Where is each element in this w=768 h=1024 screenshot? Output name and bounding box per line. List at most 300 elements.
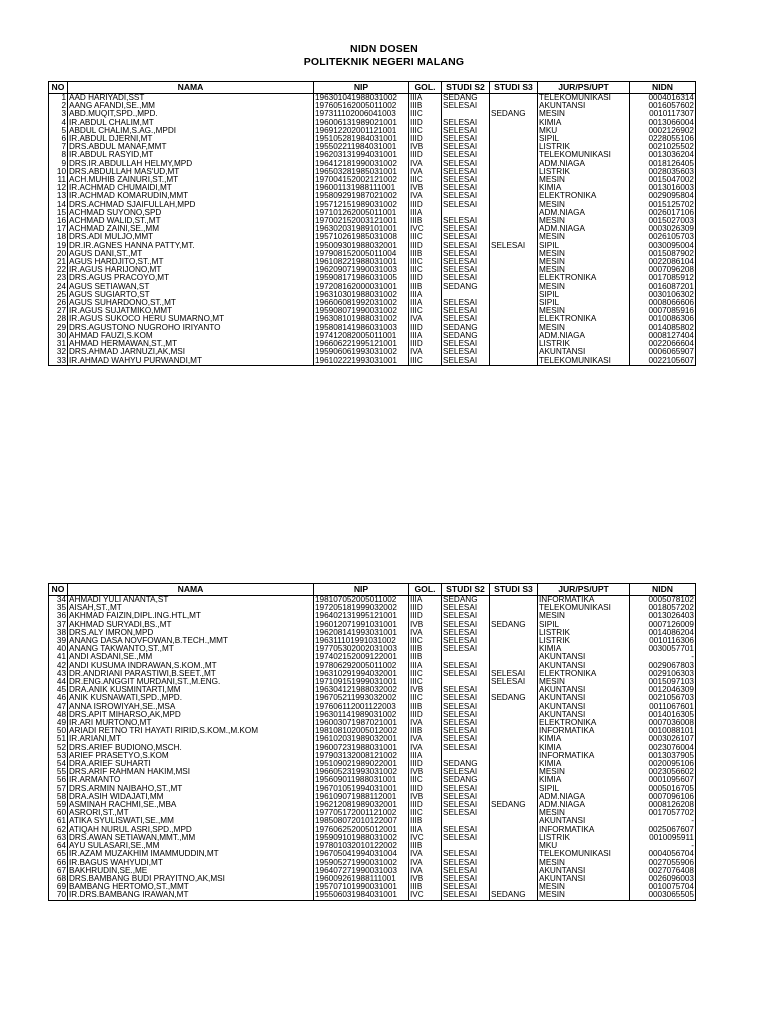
cell-nama: DRS.ARMIN NAIBAHO,ST.,MT — [68, 785, 314, 793]
cell-nip: 197705302002031003 — [314, 645, 409, 653]
cell-studi-s2: SELESAI — [442, 850, 490, 858]
cell-jurusan: AKUNTANSI — [538, 686, 630, 694]
table-row — [49, 612, 696, 620]
cell-studi-s3 — [490, 637, 538, 645]
cell-jurusan: AKUNTANSI — [538, 817, 630, 825]
cell-studi-s3 — [490, 826, 538, 834]
cell-nip: 196209071990031003 — [314, 266, 409, 274]
cell-jurusan: ADM.NIAGA — [538, 332, 630, 340]
cell-nidn: 0015027003 — [630, 217, 696, 225]
table-row — [49, 184, 696, 192]
cell-nip: 196012071991031001 — [314, 621, 409, 629]
table-row — [49, 315, 696, 323]
cell-no: 8 — [49, 151, 68, 159]
cell-nip: 195506031984031001 — [314, 891, 409, 900]
col-gol-header: GOL. — [409, 82, 442, 94]
cell-nip: 196208141993031001 — [314, 629, 409, 637]
cell-studi-s2: SELESAI — [442, 883, 490, 891]
cell-no: 5 — [49, 127, 68, 135]
cell-jurusan: MKU — [538, 127, 630, 135]
cell-studi-s3 — [490, 653, 538, 661]
cell-jurusan: SIPIL — [538, 785, 630, 793]
cell-no: 36 — [49, 612, 68, 620]
cell-gol: IIID — [409, 324, 442, 332]
cell-studi-s3 — [490, 662, 538, 670]
cell-no: 56 — [49, 776, 68, 784]
cell-jurusan: KIMIA — [538, 744, 630, 752]
cell-nip: 198107052005011002 — [314, 596, 409, 605]
cell-studi-s2: SELESAI — [442, 662, 490, 670]
cell-nama: IR.AGUS SUKOCO HERU SUMARNO,MT — [68, 315, 314, 323]
cell-studi-s3 — [490, 258, 538, 266]
table-row — [49, 160, 696, 168]
cell-jurusan: MESIN — [538, 258, 630, 266]
cell-nidn: 0030057701 — [630, 645, 696, 653]
cell-jurusan: AKUNTANSI — [538, 867, 630, 875]
cell-gol: IVC — [409, 834, 442, 842]
cell-studi-s3 — [490, 135, 538, 143]
cell-gol: IIIB — [409, 645, 442, 653]
cell-no: 30 — [49, 332, 68, 340]
table-row — [49, 135, 696, 143]
cell-no: 60 — [49, 809, 68, 817]
cell-studi-s2: SELESAI — [442, 299, 490, 307]
cell-gol: IIIC — [409, 809, 442, 817]
cell-nama: DRS.ARIEF BUDIONO,MSCH. — [68, 744, 314, 752]
cell-nama: ABD.MUQIT,SPD.,MPD. — [68, 110, 314, 118]
cell-nama: DRS.IR.ABDULLAH HELMY,MPD — [68, 160, 314, 168]
cell-studi-s3: SELESAI — [490, 670, 538, 678]
cell-no: 39 — [49, 637, 68, 645]
cell-jurusan: ADM.NIAGA — [538, 209, 630, 217]
cell-studi-s3 — [490, 760, 538, 768]
cell-nama: DRS.AWAN SETIAWAN,MMT.,MM — [68, 834, 314, 842]
cell-studi-s3 — [490, 119, 538, 127]
table-row — [49, 735, 696, 743]
cell-studi-s3 — [490, 604, 538, 612]
cell-nama: DRS.AHMAD JARNUZI,AK,MSI — [68, 348, 314, 356]
cell-jurusan: AKUNTANSI — [538, 348, 630, 356]
table-row — [49, 719, 696, 727]
cell-no: 65 — [49, 850, 68, 858]
cell-jurusan: ELEKTRONIKA — [538, 719, 630, 727]
cell-no: 69 — [49, 883, 68, 891]
cell-nama: AGUS SETIAWAN,ST — [68, 283, 314, 291]
cell-nama: DRA.ARIEF SUHARTI — [68, 760, 314, 768]
cell-nama: AANG AFANDI,SE.,MM — [68, 102, 314, 110]
cell-gol: IIIB — [409, 842, 442, 850]
cell-gol: IIID — [409, 711, 442, 719]
cell-studi-s3 — [490, 727, 538, 735]
table-row — [49, 192, 696, 200]
table-row — [49, 299, 696, 307]
cell-nama: AGUS DANI,ST.,MT — [68, 250, 314, 258]
cell-no: 40 — [49, 645, 68, 653]
cell-nama: AGUS SUHARDONO,ST.,MT — [68, 299, 314, 307]
cell-no: 67 — [49, 867, 68, 875]
cell-gol: IVB — [409, 686, 442, 694]
cell-gol: IIIB — [409, 217, 442, 225]
cell-studi-s2: SELESAI — [442, 233, 490, 241]
cell-nama: DRS.ADI MULJO,MMT — [68, 233, 314, 241]
table-row — [49, 776, 696, 784]
cell-jurusan: TELEKOMUNIKASI — [538, 151, 630, 159]
table-2-body — [49, 596, 696, 901]
cell-gol: IIIC — [409, 670, 442, 678]
cell-nip: 196605231993031002 — [314, 768, 409, 776]
cell-nip: 196310291994032001 — [314, 670, 409, 678]
cell-no: 2 — [49, 102, 68, 110]
cell-studi-s2: SEDANG — [442, 776, 490, 784]
cell-no: 34 — [49, 596, 68, 605]
cell-studi-s2: SELESAI — [442, 801, 490, 809]
cell-nidn: 0022105607 — [630, 357, 696, 366]
cell-studi-s3 — [490, 225, 538, 233]
cell-nip: 197903132008121002 — [314, 752, 409, 760]
cell-nama: IR.ARIANI,MT — [68, 735, 314, 743]
cell-studi-s2 — [442, 678, 490, 686]
cell-nip: 197101262005011001 — [314, 209, 409, 217]
cell-nidn: 0025067607 — [630, 826, 696, 834]
cell-studi-s2: SELESAI — [442, 637, 490, 645]
table-row — [49, 793, 696, 801]
cell-nidn: 0010086306 — [630, 315, 696, 323]
cell-gol: IIIA — [409, 596, 442, 605]
cell-nip: 196102221993031001 — [314, 357, 409, 366]
cell-jurusan: MESIN — [538, 324, 630, 332]
cell-nidn: 0008127404 — [630, 332, 696, 340]
cell-studi-s3 — [490, 875, 538, 883]
table-row — [49, 127, 696, 135]
table-row — [49, 621, 696, 629]
table-row — [49, 332, 696, 340]
cell-nip: 195808141986031003 — [314, 324, 409, 332]
cell-studi-s2: SELESAI — [442, 719, 490, 727]
cell-nip: 196912202001121001 — [314, 127, 409, 135]
cell-nip: 196007231988031001 — [314, 744, 409, 752]
cell-nama: ANIK KUSNAWATI,SPD.,MPD. — [68, 694, 314, 702]
cell-nidn: 0026105703 — [630, 233, 696, 241]
cell-nip: 196302031989101001 — [314, 225, 409, 233]
cell-nip: 195105281984031001 — [314, 135, 409, 143]
cell-gol: IIIC — [409, 678, 442, 686]
cell-nip: 196402131995121001 — [314, 612, 409, 620]
cell-jurusan: KIMIA — [538, 735, 630, 743]
cell-jurusan: MESIN — [538, 307, 630, 315]
col-nidn-header: NIDN — [630, 82, 696, 94]
cell-nidn: 0008126208 — [630, 801, 696, 809]
cell-no: 49 — [49, 719, 68, 727]
cell-nip: 196705041994031004 — [314, 850, 409, 858]
cell-studi-s2: SELESAI — [442, 274, 490, 282]
table-row — [49, 785, 696, 793]
table-row — [49, 110, 696, 118]
cell-nama: BAKHRUDIN,SE.,ME — [68, 867, 314, 875]
table-row — [49, 859, 696, 867]
cell-gol: IIIC — [409, 110, 442, 118]
cell-gol: IVA — [409, 719, 442, 727]
cell-gol: IVA — [409, 629, 442, 637]
cell-studi-s2: SELESAI — [442, 357, 490, 366]
cell-nidn: 0027076408 — [630, 867, 696, 875]
cell-nip: 197004152002121002 — [314, 176, 409, 184]
cell-nama: DR.IR.AGNES HANNA PATTY,MT. — [68, 242, 314, 250]
cell-studi-s3: SELESAI — [490, 242, 538, 250]
cell-studi-s3 — [490, 307, 538, 315]
cell-studi-s3 — [490, 793, 538, 801]
cell-studi-s3: SEDANG — [490, 801, 538, 809]
cell-studi-s3: SEDANG — [490, 110, 538, 118]
cell-gol: IIIB — [409, 653, 442, 661]
table-row — [49, 250, 696, 258]
cell-studi-s2: SELESAI — [442, 744, 490, 752]
table-row — [49, 809, 696, 817]
cell-nidn: 0023076004 — [630, 744, 696, 752]
cell-jurusan: KIMIA — [538, 760, 630, 768]
col-s2-header: STUDI S2 — [442, 584, 490, 596]
cell-nama: AISAH,ST.,MT — [68, 604, 314, 612]
col-nidn-header: NIDN — [630, 584, 696, 596]
cell-nidn: 0020095106 — [630, 760, 696, 768]
cell-studi-s3 — [490, 184, 538, 192]
table-row — [49, 801, 696, 809]
cell-gol: IIIC — [409, 258, 442, 266]
cell-nama: ACH.MUHIB ZAINURI,ST.,MT — [68, 176, 314, 184]
col-jur-header: JUR/PS/UPT — [538, 584, 630, 596]
cell-nidn: 0013026403 — [630, 612, 696, 620]
cell-nidn: 0021025502 — [630, 143, 696, 151]
col-jur-header: JUR/PS/UPT — [538, 82, 630, 94]
table-row — [49, 875, 696, 883]
cell-gol: IIIA — [409, 94, 442, 103]
cell-gol: IIIB — [409, 883, 442, 891]
cell-studi-s2: SEDANG — [442, 283, 490, 291]
cell-nidn: 0026096003 — [630, 875, 696, 883]
table-row — [49, 324, 696, 332]
cell-nip: 196301141989031002 — [314, 711, 409, 719]
table-row — [49, 340, 696, 348]
cell-nip: 196705211993032002 — [314, 694, 409, 702]
cell-studi-s3 — [490, 192, 538, 200]
cell-gol: IIID — [409, 604, 442, 612]
cell-nip: 196001131988111001 — [314, 184, 409, 192]
cell-nama: IR.AGUS HARIJONO,MT — [68, 266, 314, 274]
cell-studi-s2 — [442, 110, 490, 118]
table-row — [49, 760, 696, 768]
cell-nidn: 0001095607 — [630, 776, 696, 784]
cell-gol: IIID — [409, 340, 442, 348]
cell-nip: 196606221995121001 — [314, 340, 409, 348]
cell-no: 9 — [49, 160, 68, 168]
cell-nidn: 0007085916 — [630, 307, 696, 315]
cell-nama: AAD HARIYADI,SST — [68, 94, 314, 103]
cell-nidn: 0018126405 — [630, 160, 696, 168]
cell-studi-s2: SELESAI — [442, 727, 490, 735]
cell-nidn: 0013037905 — [630, 752, 696, 760]
cell-studi-s3 — [490, 834, 538, 842]
cell-nidn: 0005016705 — [630, 785, 696, 793]
table-row — [49, 307, 696, 315]
col-nip-header: NIP — [314, 584, 409, 596]
cell-nama: IR.ARMANTO — [68, 776, 314, 784]
cell-no: 35 — [49, 604, 68, 612]
table-row — [49, 768, 696, 776]
cell-nip: 197908152005011004 — [314, 250, 409, 258]
cell-nip: 195609011988031001 — [314, 776, 409, 784]
cell-studi-s3 — [490, 340, 538, 348]
cell-nip: 196310301988031002 — [314, 291, 409, 299]
cell-nidn: 0007096106 — [630, 793, 696, 801]
cell-jurusan: MESIN — [538, 110, 630, 118]
cell-studi-s2: SELESAI — [442, 135, 490, 143]
cell-no: 28 — [49, 315, 68, 323]
cell-gol: IIID — [409, 612, 442, 620]
cell-studi-s2: SELESAI — [442, 629, 490, 637]
cell-studi-s3 — [490, 744, 538, 752]
cell-nip: 197606252005012001 — [314, 826, 409, 834]
cell-jurusan: MESIN — [538, 201, 630, 209]
cell-no: 70 — [49, 891, 68, 900]
cell-no: 52 — [49, 744, 68, 752]
cell-studi-s2: SELESAI — [442, 867, 490, 875]
cell-studi-s2: SELESAI — [442, 184, 490, 192]
cell-nama: ANDI KUSUMA INDRAWAN,S.KOM.,MT — [68, 662, 314, 670]
cell-nidn: 0012046309 — [630, 686, 696, 694]
cell-nama: ATIQAH NURUL ASRI,SPD.,MPD — [68, 826, 314, 834]
cell-nama: DRS.BAMBANG BUDI PRAYITNO,AK,MSI — [68, 875, 314, 883]
cell-no: 57 — [49, 785, 68, 793]
cell-no: 68 — [49, 875, 68, 883]
cell-nip: 198508072010122007 — [314, 817, 409, 825]
col-s2-header: STUDI S2 — [442, 82, 490, 94]
cell-nama: ACHMAD ZAINI,SE.,MM — [68, 225, 314, 233]
cell-no: 27 — [49, 307, 68, 315]
cell-studi-s3 — [490, 883, 538, 891]
cell-nidn: 0021056703 — [630, 694, 696, 702]
cell-gol: IIIB — [409, 102, 442, 110]
cell-nip: 196006131989021001 — [314, 119, 409, 127]
cell-gol: IVC — [409, 891, 442, 900]
cell-jurusan: ADM.NIAGA — [538, 801, 630, 809]
cell-studi-s3 — [490, 201, 538, 209]
cell-nama: AHMADI YULI ANANTA,ST — [68, 596, 314, 605]
cell-nidn: 0010075704 — [630, 883, 696, 891]
cell-nama: IR.DRS.BAMBANG IRAWAN,MT — [68, 891, 314, 900]
cell-nama: ASMINAH RACHMI,SE.,MBA — [68, 801, 314, 809]
cell-studi-s2: SELESAI — [442, 809, 490, 817]
table-row — [49, 826, 696, 834]
cell-gol: IIID — [409, 119, 442, 127]
cell-studi-s2 — [442, 817, 490, 825]
cell-no: 58 — [49, 793, 68, 801]
cell-nidn: 0011067601 — [630, 703, 696, 711]
cell-jurusan: ELEKTRONIKA — [538, 670, 630, 678]
cell-no: 50 — [49, 727, 68, 735]
cell-nidn: 0023056602 — [630, 768, 696, 776]
cell-nip: 196212081989032001 — [314, 801, 409, 809]
page-title: NIDN DOSEN — [350, 43, 418, 55]
cell-studi-s2: SELESAI — [442, 604, 490, 612]
cell-nama: ACHMAD SUYONO,SPD — [68, 209, 314, 217]
cell-nip: 196102031989032001 — [314, 735, 409, 743]
cell-nama: IR.AHMAD WAHYU PURWANDI,MT — [68, 357, 314, 366]
cell-studi-s3 — [490, 785, 538, 793]
table-row — [49, 842, 696, 850]
cell-nip: 195009301988032001 — [314, 242, 409, 250]
page-subtitle: POLITEKNIK NEGERI MALANG — [303, 56, 465, 68]
cell-nip: 195712151989031002 — [314, 201, 409, 209]
cell-nidn: 0003026309 — [630, 225, 696, 233]
col-gol-header: GOL. — [409, 584, 442, 596]
cell-gol: IIIA — [409, 752, 442, 760]
cell-nidn: 0004056704 — [630, 850, 696, 858]
cell-gol: IVB — [409, 143, 442, 151]
cell-jurusan: ELEKTRONIKA — [538, 315, 630, 323]
cell-studi-s3 — [490, 752, 538, 760]
cell-no: 19 — [49, 242, 68, 250]
cell-gol: IIIC — [409, 694, 442, 702]
cell-no: 51 — [49, 735, 68, 743]
cell-nip: 195809291987021002 — [314, 192, 409, 200]
cell-studi-s2: SEDANG — [442, 596, 490, 605]
cell-nidn: 0010095911 — [630, 834, 696, 842]
cell-no: 26 — [49, 299, 68, 307]
cell-nidn: 0017085912 — [630, 274, 696, 282]
cell-no: 33 — [49, 357, 68, 366]
table-header-row — [49, 82, 696, 94]
cell-studi-s2: SELESAI — [442, 711, 490, 719]
cell-studi-s2: SELESAI — [442, 307, 490, 315]
cell-jurusan: KIMIA — [538, 645, 630, 653]
cell-nip: 195908171986031005 — [314, 274, 409, 282]
cell-nip: 195707101990031001 — [314, 883, 409, 891]
cell-studi-s3 — [490, 809, 538, 817]
cell-nidn: 0022086104 — [630, 258, 696, 266]
cell-gol: IIID — [409, 760, 442, 768]
table-row — [49, 752, 696, 760]
cell-nama: AHMAD FAUZI,S.KOM — [68, 332, 314, 340]
cell-no: 37 — [49, 621, 68, 629]
cell-no: 62 — [49, 826, 68, 834]
table-row — [49, 662, 696, 670]
cell-gol: IIID — [409, 785, 442, 793]
cell-no: 63 — [49, 834, 68, 842]
cell-gol: IIIC — [409, 266, 442, 274]
cell-gol: IIID — [409, 201, 442, 209]
cell-nama: DRS.AGUS PRACOYO,MT — [68, 274, 314, 282]
cell-jurusan: KIMIA — [538, 184, 630, 192]
cell-jurusan: KIMIA — [538, 119, 630, 127]
table-row — [49, 151, 696, 159]
cell-studi-s2: SELESAI — [442, 891, 490, 900]
table-row — [49, 266, 696, 274]
cell-no: 23 — [49, 274, 68, 282]
cell-nip: 196109071988112001 — [314, 793, 409, 801]
cell-no: 66 — [49, 859, 68, 867]
cell-gol: IVA — [409, 735, 442, 743]
cell-studi-s3 — [490, 768, 538, 776]
cell-studi-s3 — [490, 274, 538, 282]
cell-gol: IIIC — [409, 776, 442, 784]
cell-jurusan: TELEKOMUNIKASI — [538, 850, 630, 858]
cell-no: 13 — [49, 192, 68, 200]
cell-no: 22 — [49, 266, 68, 274]
cell-nama: ARIEF PRASETYO,S.KOM — [68, 752, 314, 760]
cell-nama: ANDI ASDANI,SE.,MM — [68, 653, 314, 661]
cell-gol: IIIB — [409, 283, 442, 291]
cell-studi-s2: SELESAI — [442, 785, 490, 793]
cell-no: 4 — [49, 119, 68, 127]
